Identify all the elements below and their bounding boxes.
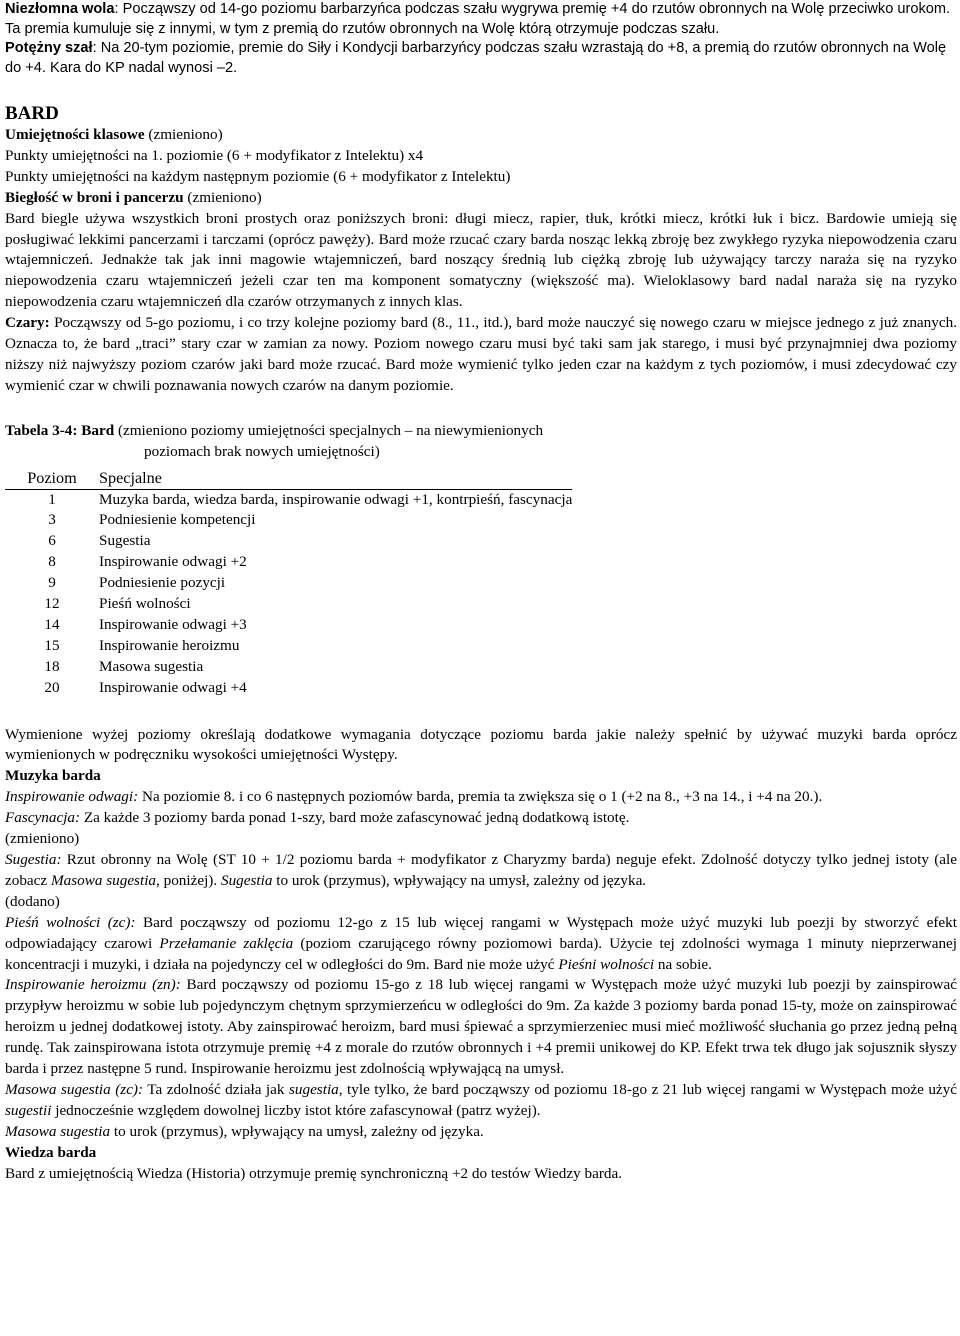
column-header-specjalne-text: Specjalne bbox=[99, 468, 162, 487]
bard-section bbox=[5, 125, 957, 397]
document-page bbox=[5, 0, 957, 1185]
poziom-cell: 18 bbox=[44, 657, 60, 675]
masowa-sugestia-urok-line bbox=[5, 1122, 957, 1143]
specjalne-cell: Inspirowanie heroizmu bbox=[99, 636, 240, 654]
sugestia-ref-sugestia: Sugestia bbox=[220, 871, 273, 889]
umiejetnosci-klasowe-label: Umiejętności klasowe bbox=[5, 126, 145, 143]
specjalne-cell: Sugestia bbox=[99, 532, 151, 550]
bieglosc-note: (zmieniono) bbox=[183, 188, 262, 206]
table-row bbox=[5, 615, 572, 636]
umiejetnosci-klasowe-note: (zmieniono) bbox=[144, 126, 223, 143]
wiedza-barda-text: Bard z umiejętnością Wiedza (Historia) otrzymuje premię synchroniczną +2 do testów Wiedzy barda. bbox=[5, 1164, 623, 1182]
punkty-line-2: Punkty umiejętności na każdym następnym poziomie (6 + modyfikator z Intelektu) bbox=[5, 167, 511, 185]
poziom-cell: 1 bbox=[48, 490, 56, 508]
sugestia-label: Sugestia: bbox=[5, 851, 62, 868]
sugestia-paragraph bbox=[5, 850, 957, 892]
poziom-cell: 3 bbox=[48, 511, 56, 529]
sugestia-text-1: Rzut obronny na Wolę (ST 10 + 1/2 poziomu barda + modyfikator z Charyzmy barda) neguje efekt. Zdolność dotyczy tylko jednej istoty (ale zobacz bbox=[5, 851, 957, 889]
inspirowanie-heroizmu-text: Bard począwszy od poziomu 15-go z 18 lub więcej rangami w Występach może użyć muzyki lub poezji by zainspirować przypływ heroizmu w sobie lub pojedynczym chętnym sprzymierzeńcu w odległości do 9m. Za każde 3 poziomy barda ponad 15-ty, może on zainspirować heroizm u jednej dodatkowej istoty. Aby zainspirować heroizm, bard musi śpiewać a sprzymierzeniec musi mieć możliwość słuchania go przez jedną pełną rundę. Tak zainspirowana istota otrzymuje premię +4 z morale do rzutów obronnych i +4 premii unikowej do KP. Efekt trwa tek długo jak sojusznik słyszy barda i przez następne 5 rund. Inspirowanie heroizmu jest zdolnością wpływającą na umysł. bbox=[5, 976, 957, 1078]
sugestia-text-3: to urok (przymus), wpływający na umysł, zależny od języka. bbox=[272, 871, 647, 889]
piesn-text-3: na sobie. bbox=[654, 955, 712, 973]
masowa-text-2: tyle tylko, że bard począwszy od poziomu 18-go z 21 lub więcej rangami w Występach może użyć bbox=[342, 1080, 957, 1098]
specjalne-cell: Podniesienie kompetencji bbox=[99, 511, 256, 529]
bieglosc-heading-line bbox=[5, 188, 957, 209]
masowa-ref-sugestii: sugestii bbox=[5, 1101, 52, 1119]
czary-text: Począwszy od 5-go poziomu, i co trzy kolejne poziomy bard (8., 11., itd.), bard może nauczyć się nowego czaru w miejsce jednego z już znanych. Oznacza to, że bard „traci” stary czar w zamian za nowy. Poziom nowego czaru musi być taki sam jak starego, i musi być przynajmniej dwa poziomy niższy niż najwyższy poziom czarów jaki bard może rzucać. Bard może wymienić tylko jeden czar na każdym z tych poziomów, i musi zdecydować czy wymienić czar w chwili poznawania nowych czarów na danym poziomie. bbox=[5, 314, 957, 394]
table-row bbox=[5, 678, 572, 699]
table-row bbox=[5, 594, 572, 615]
bard-special-table bbox=[5, 468, 572, 699]
masowa-sugestia-urok-text: to urok (przymus), wpływający na umysł, zależny od języka. bbox=[110, 1122, 484, 1140]
column-header-poziom: Poziom bbox=[5, 468, 99, 489]
dodano-note: (dodano) bbox=[5, 892, 60, 910]
poziom-cell: 12 bbox=[44, 595, 60, 613]
poziom-cell: 15 bbox=[44, 636, 60, 654]
masowa-sugestia-label-2: Masowa sugestia bbox=[5, 1122, 111, 1140]
potezny-szal-label: Potężny szał bbox=[5, 40, 93, 56]
inspirowanie-odwagi-label: Inspirowanie odwagi: bbox=[5, 788, 139, 806]
table-header-row bbox=[5, 468, 572, 489]
punkty-line-1: Punkty umiejętności na 1. poziomie (6 + modyfikator z Intelektu) x4 bbox=[5, 146, 424, 164]
niezlomna-wola-label: Niezłomna wola bbox=[5, 1, 115, 17]
inspirowanie-heroizmu-label: Inspirowanie heroizmu (zn): bbox=[5, 976, 181, 994]
specjalne-cell: Muzyka barda, wiedza barda, inspirowanie odwagi +1, kontrpieśń, fascynacja bbox=[99, 490, 573, 508]
masowa-sugestia-label: Masowa sugestia (zc): bbox=[5, 1080, 144, 1098]
specjalne-cell: Inspirowanie odwagi +2 bbox=[99, 553, 247, 571]
poziom-cell: 6 bbox=[48, 532, 56, 550]
bard-heading: BARD bbox=[5, 103, 59, 124]
inspirowanie-odwagi-text: Na poziomie 8. i co 6 następnych poziomów barda, premia ta zwiększa się o 1 (+2 na 8., +3 na 14., i +4 na 20.). bbox=[138, 788, 823, 806]
piesn-text-1: Bard począwszy od poziomu 12-go z 15 lub więcej rangami w Występach może użyć muzyki lub poezji by stworzyć efekt odpowiadający czarowi bbox=[5, 913, 957, 952]
table-row bbox=[5, 636, 572, 657]
tabela-title-line2: poziomach brak nowych umiejętności) bbox=[144, 442, 380, 460]
tabela-title-rest: (zmieniono poziomy umiejętności specjalnych – na niewymienionych bbox=[114, 421, 544, 439]
czary-label: Czary: bbox=[5, 314, 50, 332]
bieglosc-label: Biegłość w broni i pancerzu bbox=[5, 188, 184, 206]
masowa-ref-sugestia: sugestia, bbox=[288, 1080, 343, 1098]
specjalne-cell: Inspirowanie odwagi +4 bbox=[99, 678, 247, 696]
inspirowanie-odwagi-paragraph bbox=[5, 787, 957, 808]
inspirowanie-heroizmu-paragraph bbox=[5, 975, 957, 1080]
wiedza-barda-heading: Wiedza barda bbox=[5, 1143, 97, 1161]
zmieniono-note: (zmieniono) bbox=[5, 830, 80, 848]
table-row bbox=[5, 489, 572, 510]
fascynacja-paragraph bbox=[5, 808, 957, 829]
specjalne-cell: Podniesienie pozycji bbox=[99, 574, 226, 592]
column-header-specjalne bbox=[99, 468, 572, 489]
muzyka-barda-heading: Muzyka barda bbox=[5, 767, 101, 785]
table-row bbox=[5, 552, 572, 573]
table-row bbox=[5, 531, 572, 552]
piesn-text-2: (poziom czarującego równy poziomowi barda). Użycie tej zdolności wymaga 1 minuty nieprzerwanej koncentracji i muzyki, i działa na pojedynczy cel w odległości do 9m. Bard nie może użyć bbox=[5, 934, 958, 973]
specjalne-cell: Inspirowanie odwagi +3 bbox=[99, 615, 247, 633]
umiejetnosci-klasowe-line bbox=[5, 125, 957, 146]
poziom-cell: 20 bbox=[44, 678, 60, 696]
tabela-title bbox=[5, 421, 705, 463]
poziom-cell: 14 bbox=[44, 615, 60, 633]
table-body bbox=[5, 489, 572, 699]
potezny-szal-text: : Na 20-tym poziomie, premie do Siły i Kondycji barbarzyńcy podczas szału wzrastają do +8, a premią do rzutów obronnych na Wolę do +4. Kara do KP nadal wynosi –2. bbox=[5, 40, 947, 76]
bieglosc-paragraph: Bard biegle używa wszystkich broni prostych oraz poniższych broni: długi miecz, rapier, tłuk, krótki miecz, krótki łuk i bicz. Bardowie umieją się posługiwać lekkimi pancerzami i tarczami (oprócz pawęży). Bard może rzucać czary barda nosząc lekką zbroję bez zwykłego ryzyka niepowodzenia czaru wtajemniczeń. Jednakże tak jak inni magowie wtajemniczeń, bard noszący średnią lub ciężką zbroję lub używający tarczy naraża się na ryzyko niepowodzenia czaru wtajemniczeń jeżeli czar ten ma komponent somatyczny (większość ma). Wieloklasowy bard nadal naraża się na ryzyko niepowodzenia czaru wtajemniczeń dla czarów otrzymanych z innych klas. bbox=[5, 209, 957, 311]
wymienione-paragraph: Wymienione wyżej poziomy określają dodatkowe wymagania dotyczące poziomu barda jakie należy spełnić by używać muzyki barda oprócz wymienionych w podręczniku wysokości umiejętności Występy. bbox=[5, 725, 957, 764]
table-row bbox=[5, 573, 572, 594]
muzyka-section bbox=[5, 725, 957, 1185]
fascynacja-label: Fascynacja: bbox=[5, 809, 81, 827]
masowa-text-1: Ta zdolność działa jak bbox=[143, 1080, 289, 1098]
masowa-text-3: jednocześnie względem dowolnej liczby istot które zafascynował (patrz wyżej). bbox=[51, 1101, 541, 1119]
table-row bbox=[5, 657, 572, 678]
piesn-ref-piesni: Pieśni wolności bbox=[558, 955, 655, 973]
sugestia-ref-masowa: Masowa sugestia bbox=[50, 871, 157, 889]
table-row bbox=[5, 510, 572, 531]
piesn-ref-przelamanie: Przełamanie zaklęcia bbox=[159, 934, 294, 952]
piesn-wolnosci-paragraph bbox=[5, 913, 957, 976]
piesn-wolnosci-label: Pieśń wolności (zc): bbox=[5, 913, 136, 931]
fascynacja-text: Za każde 3 poziomy barda ponad 1-szy, bard może zafascynować jedną dodatkową istotę. bbox=[80, 809, 630, 827]
poziom-cell: 8 bbox=[48, 553, 56, 571]
masowa-sugestia-paragraph bbox=[5, 1080, 957, 1122]
tabela-title-bold: Tabela 3-4: Bard bbox=[5, 421, 115, 439]
specjalne-cell: Masowa sugestia bbox=[99, 657, 204, 675]
niezlomna-wola-paragraph bbox=[5, 0, 957, 39]
potezny-szal-paragraph bbox=[5, 39, 957, 78]
poziom-cell: 9 bbox=[48, 574, 56, 592]
specjalne-cell: Pieśń wolności bbox=[99, 595, 191, 613]
sugestia-text-2: , poniżej). bbox=[156, 871, 221, 889]
niezlomna-wola-text: : Począwszy od 14-go poziomu barbarzyńca podczas szału wygrywa premię +4 do rzutów obronnych na Wolę przeciwko urokom. Ta premia kumuluje się z innymi, w tym z premią do rzutów obronnych na Wolę którą otrzymuje podczas szału. bbox=[5, 1, 951, 37]
czary-paragraph bbox=[5, 313, 957, 397]
